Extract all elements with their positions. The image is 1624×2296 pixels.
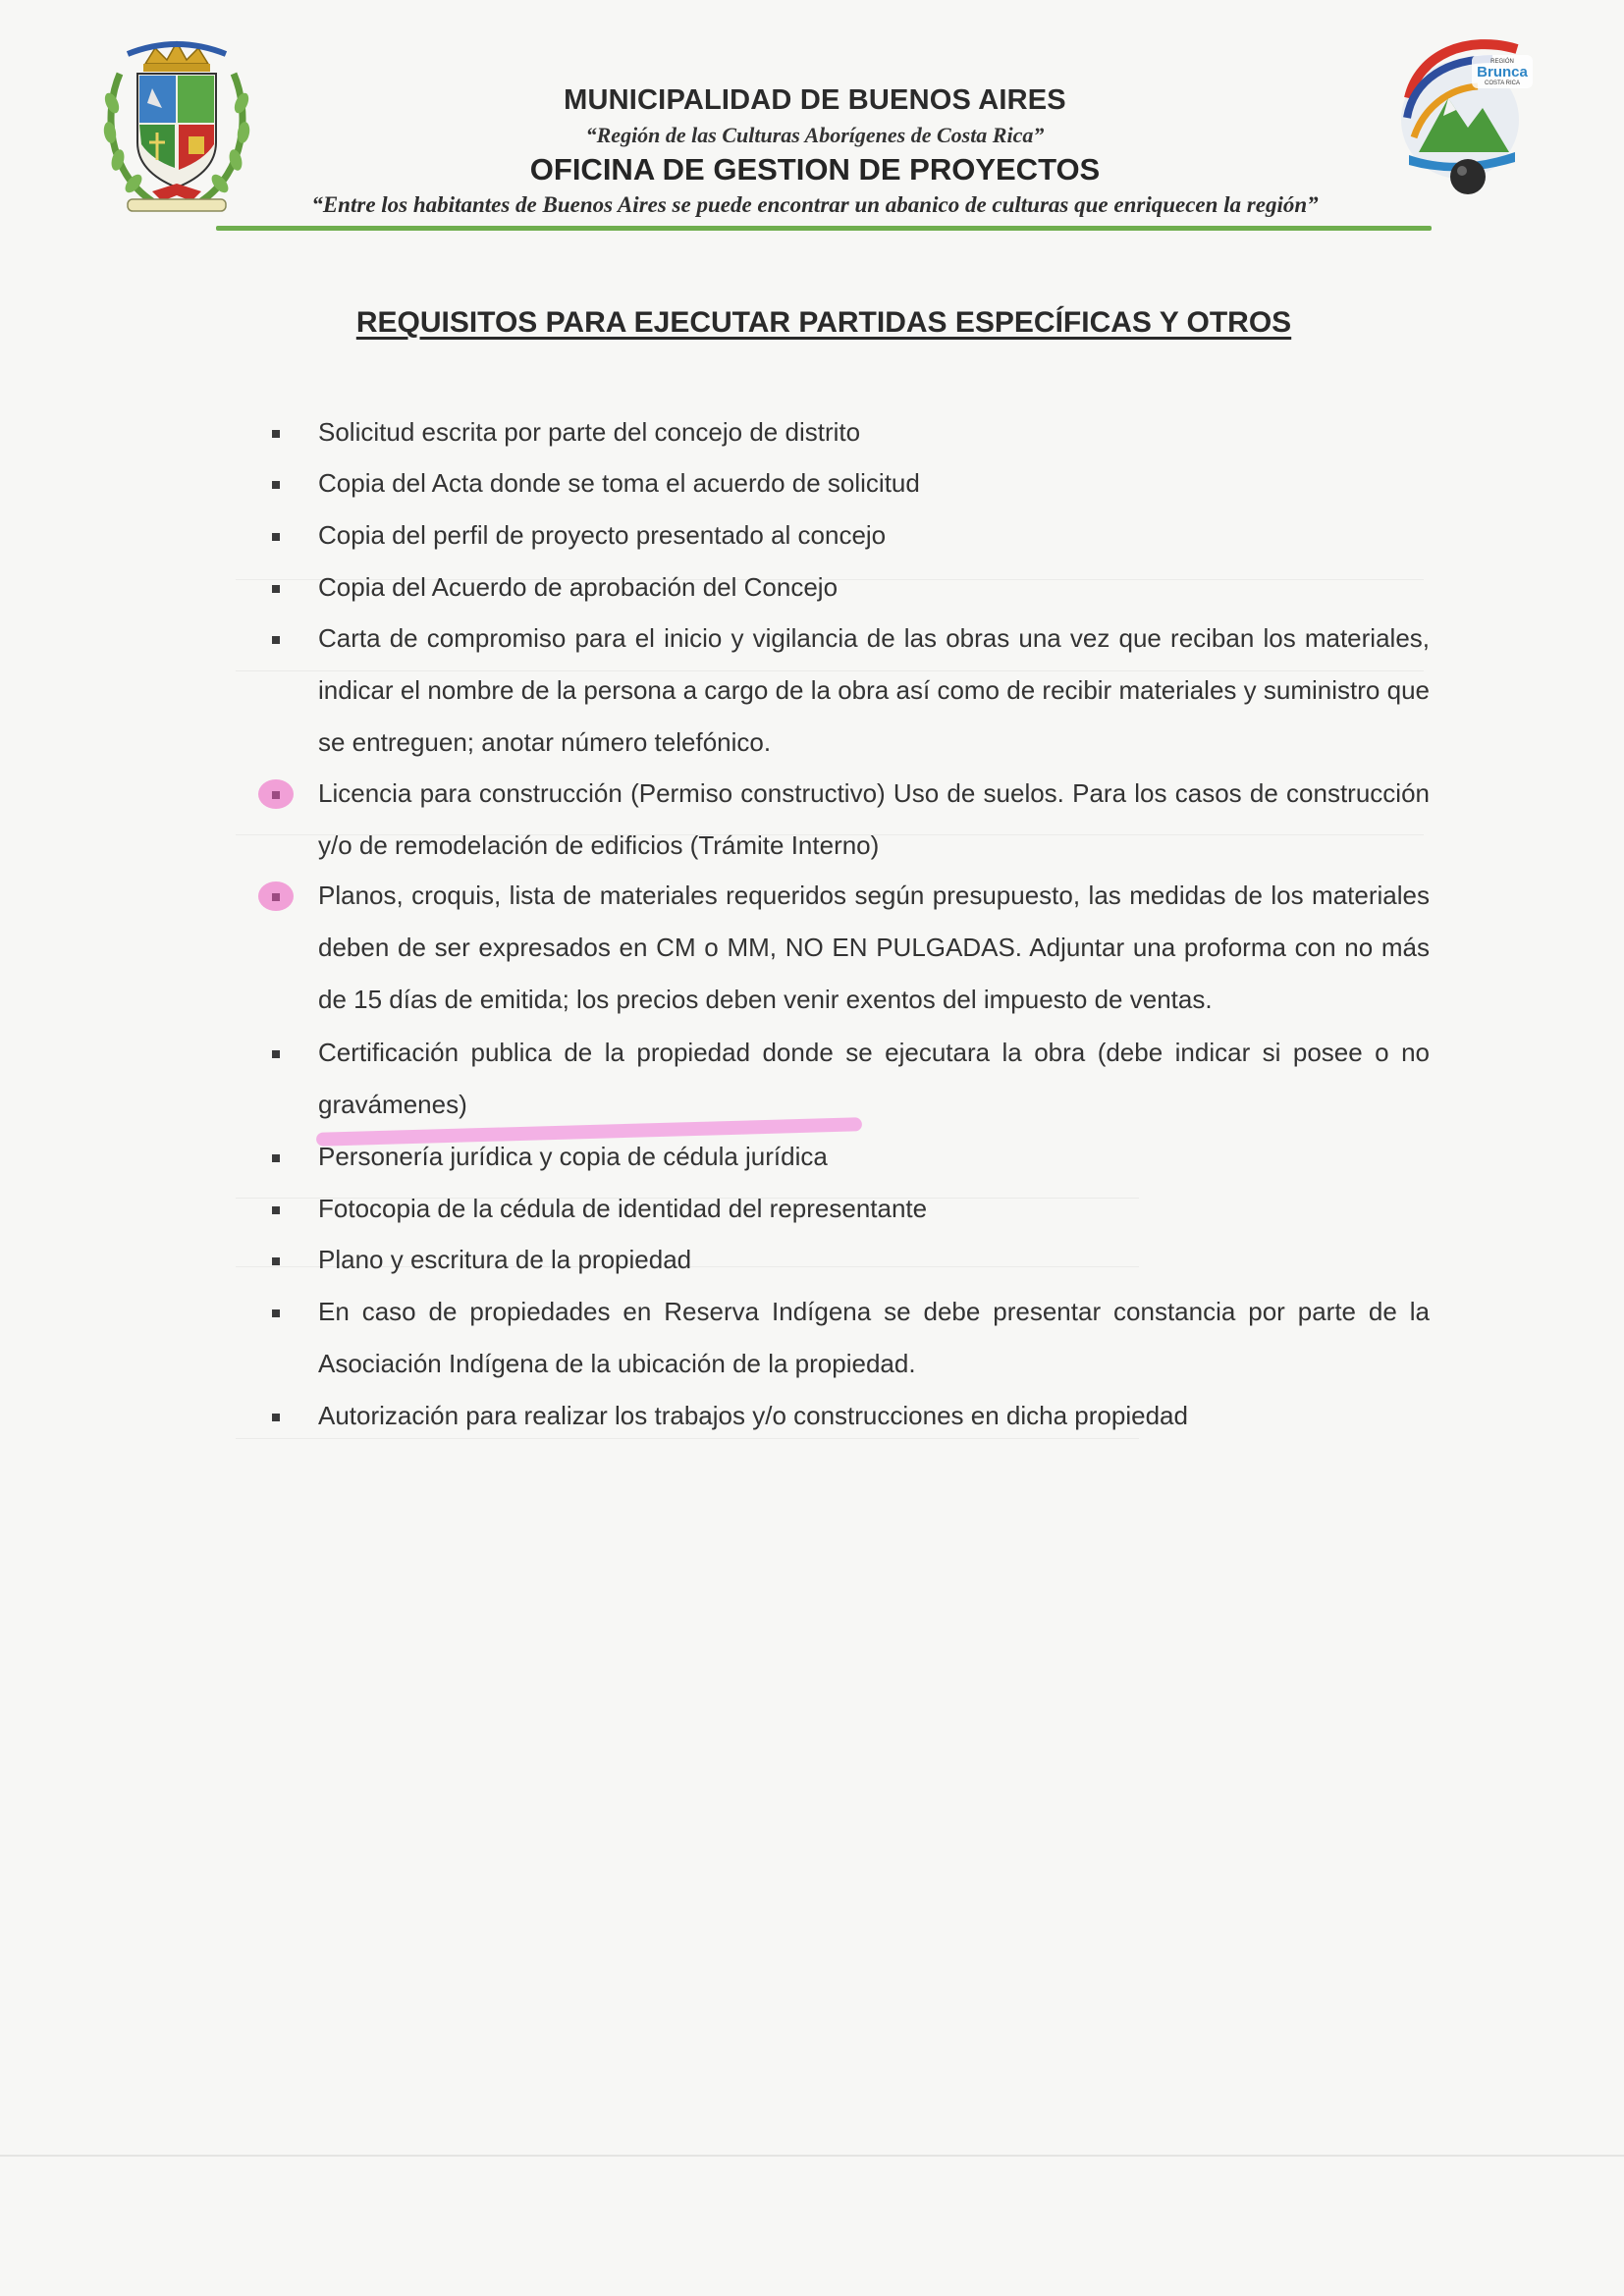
requirement-text: Personería jurídica y copia de cédula jurídica	[318, 1142, 828, 1171]
scan-edge-line	[0, 2155, 1624, 2157]
requirement-text: Planos, croquis, lista de materiales requeridos según presupuesto, las medidas de los materiales deben de ser expresados en CM o MM, NO EN PULGADAS. Adjuntar una proforma con no más de 15 días de emitida; los precios deben venir exentos del impuesto de ventas.	[318, 881, 1430, 1014]
requirement-text: Copia del Acta donde se toma el acuerdo de solicitud	[318, 468, 920, 498]
region-slogan: “Región de las Culturas Aborígenes de Costa Rica”	[585, 123, 1045, 147]
requirement-text: Fotocopia de la cédula de identidad del representante	[318, 1194, 928, 1223]
requirement-text: Certificación publica de la propiedad donde se ejecutara la obra (debe indicar si posee o no gravámenes)	[318, 1038, 1430, 1119]
document-title: REQUISITOS PARA EJECUTAR PARTIDAS ESPECÍFICAS Y OTROS	[355, 306, 1292, 339]
bullet-icon	[272, 1414, 280, 1421]
bullet-icon	[272, 1206, 280, 1214]
requirement-text: Plano y escritura de la propiedad	[318, 1245, 692, 1274]
requirement-text: Copia del Acuerdo de aprobación del Concejo	[318, 572, 839, 602]
logo-text-country: COSTA RICA	[1485, 80, 1520, 86]
letterhead-motto: “Entre los habitantes de Buenos Aires se puede encontrar un abanico de culturas que enriquecen la región”	[311, 192, 1319, 217]
bullet-icon	[272, 481, 280, 489]
bullet-icon	[272, 1154, 280, 1162]
requirement-text: Licencia para construcción (Permiso constructivo) Uso de suelos. Para los casos de construcción y/o de remodelación de edificios (Trámite Interno)	[318, 778, 1430, 860]
requirement-text: Autorización para realizar los trabajos y/o construcciones en dicha propiedad	[318, 1401, 1188, 1430]
bullet-icon	[272, 1050, 280, 1058]
office-name: OFICINA DE GESTION DE PROYECTOS	[529, 152, 1101, 187]
municipality-name: MUNICIPALIDAD DE BUENOS AIRES	[564, 84, 1066, 116]
logo-text-region: REGIÓN	[1490, 59, 1514, 65]
bullet-icon	[272, 533, 280, 541]
requirement-text: En caso de propiedades en Reserva Indígena se debe presentar constancia por parte de la Asociación Indígena de la ubicación de la propiedad.	[318, 1297, 1430, 1378]
requirement-text: Copia del perfil de proyecto presentado al concejo	[318, 520, 887, 550]
bullet-icon	[272, 430, 280, 438]
bullet-icon	[272, 1309, 280, 1317]
requirement-text: Carta de compromiso para el inicio y vigilancia de las obras una vez que reciban los materiales, indicar el nombre de la persona a cargo de la obra así como de recibir materiales y suministro que se entreguen; anotar número telefónico.	[318, 623, 1430, 757]
highlighted-bullet-icon	[272, 791, 280, 799]
logo-text-brunca: Brunca	[1477, 64, 1528, 80]
bullet-icon	[272, 1257, 280, 1265]
bullet-icon	[272, 636, 280, 644]
bullet-icon	[272, 585, 280, 593]
highlighted-bullet-icon	[272, 893, 280, 901]
requirement-text: Solicitud escrita por parte del concejo de distrito	[318, 417, 861, 447]
